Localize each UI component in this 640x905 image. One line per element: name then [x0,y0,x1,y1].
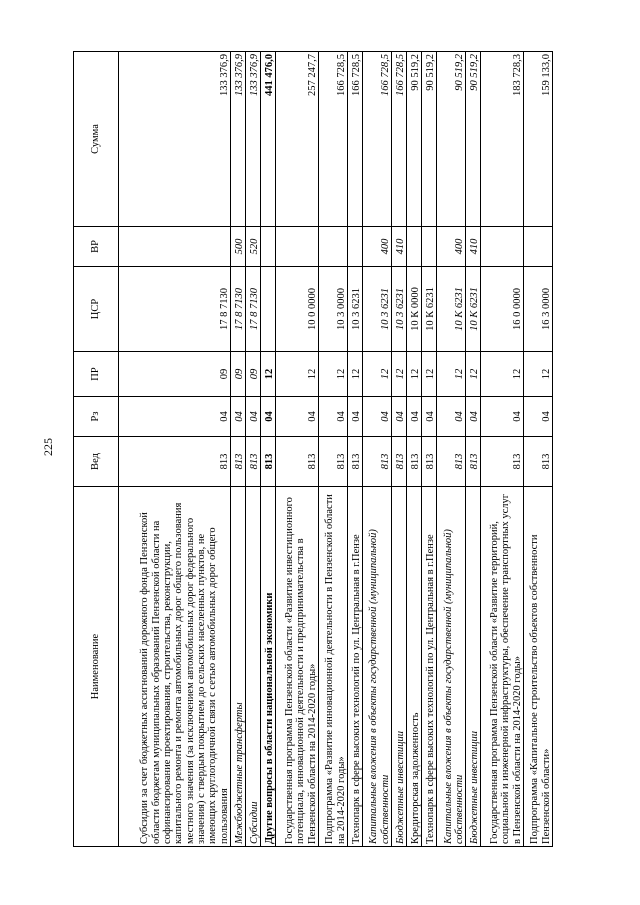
cell-csr: 10 К 6231 [437,267,466,352]
cell-rz: 04 [392,397,407,437]
cell-rz: 04 [466,397,481,437]
table-row [319,52,348,847]
header-ved: Вед [74,437,119,487]
cell-vr [261,227,276,267]
table-row [481,52,524,847]
cell-name: Другие вопросы в области национальной экономики [261,487,276,847]
table-body [119,52,553,847]
cell-vr: 520 [246,227,261,267]
cell-pr: 12 [437,352,466,397]
cell-rz: 04 [437,397,466,437]
cell-ved: 813 [466,437,481,487]
cell-rz: 04 [319,397,348,437]
cell-ved: 813 [231,437,246,487]
cell-vr: 400 [437,227,466,267]
cell-csr: 10 К 0000 [407,267,422,352]
cell-ved: 813 [524,437,553,487]
cell-rz: 04 [481,397,524,437]
cell-sum: 90 519,2 [437,52,466,227]
page-number: 225 [41,438,55,456]
cell-pr: 09 [119,352,231,397]
cell-name: Субсидии за счет бюджетных ассигнований дорожного фонда Пензенской области бюджетам муниципальных образований Пензенской области на софинансирование проектирования, строительства, реконструкции, капитального ремонта и ремонта автомобильных дорог общего пользования местного значения (за исключением автомобильных дорог федерального значения) с твердым покрытием до сельских населенных пунктов, не имеющих круглогодичной связи с сетью автомобильных дорог общего пользования [119,487,231,847]
cell-name: Государственная программа Пензенской области «Развитие территорий, социальной и инженерной инфраструктуры, обеспечение транспортных услуг в Пензенской области на 2014-2020 годы» [481,487,524,847]
cell-rz: 04 [407,397,422,437]
cell-pr: 12 [407,352,422,397]
table-row [466,52,481,847]
cell-csr: 17 8 7130 [231,267,246,352]
cell-csr: 10 3 6231 [348,267,363,352]
cell-name: Бюджетные инвестиции [392,487,407,847]
cell-name: Государственная программа Пензенской области «Развитие инвестиционного потенциала, инновационной деятельности и предпринимательства в Пензенской области на 2014-2020 годы» [276,487,319,847]
cell-pr: 12 [481,352,524,397]
cell-vr [481,227,524,267]
table-row [276,52,319,847]
cell-vr: 410 [466,227,481,267]
header-sum: Сумма [74,52,119,227]
cell-vr: 400 [363,227,392,267]
cell-name: Межбюджетные трансферты [231,487,246,847]
cell-name: Подпрограмма «Капитальное строительство объектов собственности Пензенской области» [524,487,553,847]
cell-sum: 90 519,2 [422,52,437,227]
cell-pr: 12 [524,352,553,397]
cell-rz: 04 [422,397,437,437]
budget-table [73,51,553,847]
table-row [348,52,363,847]
cell-sum: 166 728,5 [363,52,392,227]
cell-ved: 813 [348,437,363,487]
cell-name: Субсидии [246,487,261,847]
cell-csr: 17 8 7130 [246,267,261,352]
cell-sum: 166 728,5 [319,52,348,227]
cell-name: Подпрограмма «Развитие инновационной деятельности в Пензенской области на 2014-2020 годы» [319,487,348,847]
cell-csr: 10 К 6231 [466,267,481,352]
cell-csr: 10 К 6231 [422,267,437,352]
cell-ved: 813 [422,437,437,487]
cell-name: Бюджетные инвестиции [466,487,481,847]
table-row [422,52,437,847]
cell-name: Капитальные вложения в объекты государственной (муниципальной) собственности [437,487,466,847]
cell-sum: 133 376,9 [231,52,246,227]
cell-pr: 12 [392,352,407,397]
cell-vr: 410 [392,227,407,267]
cell-vr [319,227,348,267]
cell-ved: 813 [437,437,466,487]
cell-sum: 183 728,3 [481,52,524,227]
header-row [74,52,119,847]
cell-ved: 813 [119,437,231,487]
cell-vr [524,227,553,267]
cell-sum: 133 376,9 [119,52,231,227]
table-row [437,52,466,847]
cell-vr [348,227,363,267]
cell-ved: 813 [392,437,407,487]
table-row [392,52,407,847]
cell-pr: 12 [422,352,437,397]
table-row [261,52,276,847]
cell-pr: 09 [246,352,261,397]
rotated-table-container [73,52,553,847]
cell-ved: 813 [481,437,524,487]
cell-sum: 133 376,9 [246,52,261,227]
cell-pr: 12 [363,352,392,397]
cell-rz: 04 [276,397,319,437]
cell-ved: 813 [407,437,422,487]
cell-vr: 500 [231,227,246,267]
header-rz: Рз [74,397,119,437]
cell-rz: 04 [119,397,231,437]
table-row [363,52,392,847]
cell-vr [276,227,319,267]
cell-ved: 813 [246,437,261,487]
cell-pr: 12 [348,352,363,397]
cell-ved: 813 [261,437,276,487]
cell-name: Технопарк в сфере высоких технологий по ул. Центральная в г.Пензе [348,487,363,847]
header-vr: ВР [74,227,119,267]
cell-name: Капитальные вложения в объекты государственной (муниципальной) собственности [363,487,392,847]
cell-csr: 10 3 6231 [363,267,392,352]
table-row [524,52,553,847]
cell-csr: 10 3 0000 [319,267,348,352]
cell-ved: 813 [363,437,392,487]
cell-pr: 12 [466,352,481,397]
cell-pr: 09 [231,352,246,397]
cell-rz: 04 [524,397,553,437]
cell-csr: 16 0 0000 [481,267,524,352]
cell-sum: 90 519,2 [466,52,481,227]
cell-pr: 12 [261,352,276,397]
cell-sum: 90 519,2 [407,52,422,227]
header-pr: ПР [74,352,119,397]
cell-vr [119,227,231,267]
cell-sum: 166 728,5 [392,52,407,227]
cell-csr: 16 3 0000 [524,267,553,352]
header-csr: ЦСР [74,267,119,352]
cell-sum: 166 728,5 [348,52,363,227]
table-row [246,52,261,847]
cell-rz: 04 [261,397,276,437]
cell-rz: 04 [363,397,392,437]
cell-rz: 04 [231,397,246,437]
cell-sum: 159 133,0 [524,52,553,227]
cell-rz: 04 [246,397,261,437]
cell-pr: 12 [319,352,348,397]
table-row [407,52,422,847]
cell-sum: 257 247,7 [276,52,319,227]
cell-sum: 441 476,0 [261,52,276,227]
cell-vr [407,227,422,267]
cell-name: Технопарк в сфере высоких технологий по ул. Центральная в г.Пензе [422,487,437,847]
cell-ved: 813 [276,437,319,487]
cell-csr [261,267,276,352]
cell-pr: 12 [276,352,319,397]
table-row [231,52,246,847]
cell-csr: 17 8 7130 [119,267,231,352]
table-row [119,52,231,847]
cell-ved: 813 [319,437,348,487]
header-name: Наименование [74,487,119,847]
cell-name: Кредиторская задолженность [407,487,422,847]
cell-rz: 04 [348,397,363,437]
cell-csr: 10 0 0000 [276,267,319,352]
cell-csr: 10 3 6231 [392,267,407,352]
cell-vr [422,227,437,267]
